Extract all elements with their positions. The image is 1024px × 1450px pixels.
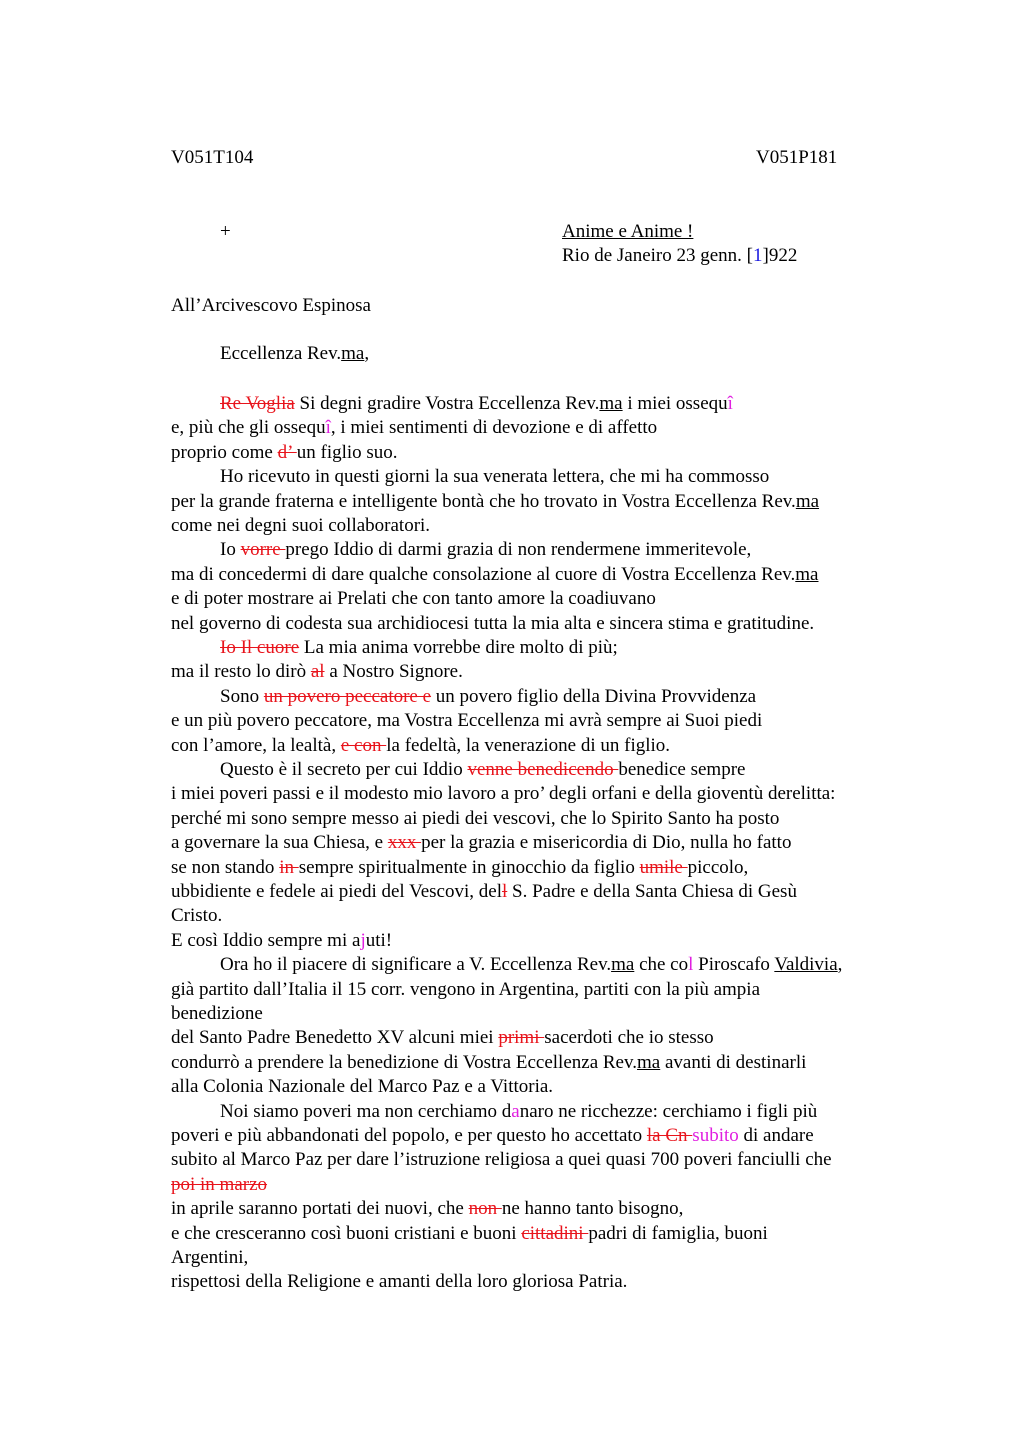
inserted-text: a (511, 1101, 520, 1122)
letter-line (220, 636, 618, 660)
line-text: benedizione (171, 1003, 263, 1024)
line-text: e un più povero peccatore, ma Vostra Eccellenza mi avrà sempre ai Suoi piedi (171, 710, 763, 731)
line-text: i miei ossequ (622, 393, 728, 414)
deleted-text: primi (498, 1027, 545, 1048)
line-text: la fedeltà, la venerazione di un figlio. (386, 735, 671, 756)
line-text: ma di concedermi di dare qualche consolazione al cuore di Vostra Eccellenza Rev. (171, 564, 796, 585)
deleted-text: vorre (240, 539, 286, 560)
line-text: ubbidiente e fedele ai piedi del Vescovi, del (171, 881, 502, 902)
line-text: ne hanno tanto bisogno, (501, 1198, 684, 1219)
letter-line (171, 1002, 263, 1026)
line-text: benedice sempre (618, 759, 746, 780)
dateline-digit: 1 (753, 245, 763, 266)
inserted-text: î (325, 417, 331, 438)
line-text: un figlio suo. (296, 442, 398, 463)
line-text: i miei poveri passi e il modesto mio lavoro a pro’ degli orfani e della gioventù derelitta: (171, 783, 836, 804)
letter-line (220, 392, 733, 416)
line-text: ma (611, 954, 635, 975)
line-text: e che cresceranno così buoni cristiani e buoni (171, 1223, 522, 1244)
line-text: Ora ho il piacere di significare a V. Eccellenza Rev. (220, 954, 612, 975)
cross-mark: + (220, 221, 231, 242)
line-text: poveri e più abbandonati del popolo, e per questo ho accettato (171, 1125, 647, 1146)
line-text: nel governo di codesta sua archidiocesi tutta la mia alta e sincera stima e gratitudine. (171, 613, 815, 634)
letter-line (171, 880, 797, 904)
line-text: piccolo, (687, 857, 749, 878)
dateline-prefix: Rio de Janeiro 23 genn. [ (562, 245, 754, 266)
line-text: naro ne ricchezze: cerchiamo i figli più (519, 1101, 818, 1122)
line-text: proprio come (171, 442, 278, 463)
line-text: Cristo. (171, 905, 223, 926)
line-text: per la grande fraterna e intelligente bontà che ho trovato in Vostra Eccellenza Rev. (171, 491, 796, 512)
dateline (562, 244, 797, 268)
document-code-right: V051P181 (756, 147, 838, 168)
deleted-text: cittadini (521, 1223, 589, 1244)
letter-line (171, 660, 463, 684)
deleted-text: e con (340, 735, 387, 756)
letter-line (171, 807, 779, 831)
deleted-text: d’ (277, 442, 297, 463)
line-text: ma (795, 564, 819, 585)
letter-line (171, 831, 791, 855)
inserted-text: l (688, 954, 694, 975)
line-text: Ho ricevuto in questi giorni la sua venerata lettera, che mi ha commosso (220, 466, 770, 487)
line-text: alla Colonia Nazionale del Marco Paz e a Vittoria. (171, 1076, 554, 1097)
line-text: un povero figlio della Divina Provvidenza (431, 686, 757, 707)
deleted-text: venne benedicendo (467, 759, 619, 780)
letter-line (171, 1173, 267, 1197)
letter-line (171, 734, 670, 758)
line-text: Valdivia (774, 954, 838, 975)
letter-line (220, 685, 756, 709)
deleted-text: Re Voglia (220, 393, 295, 414)
line-text: ma (795, 491, 820, 512)
line-text: E così Iddio sempre mi a (171, 930, 361, 951)
letter-line (171, 1197, 683, 1221)
letter-line (171, 416, 657, 440)
line-text: di andare (738, 1125, 814, 1146)
letter-line (171, 929, 392, 953)
letter-line (171, 1222, 768, 1246)
letter-line (171, 1270, 627, 1294)
letter-line (171, 1051, 806, 1075)
letter-line (171, 514, 430, 538)
salutation (220, 342, 369, 366)
letter-line (220, 953, 842, 977)
line-text: , (837, 954, 843, 975)
line-text: uti! (365, 930, 393, 951)
line-text: ma (637, 1052, 661, 1073)
letter-line (171, 441, 398, 465)
deleted-text: l (501, 881, 508, 902)
inserted-text: subito (692, 1125, 739, 1146)
line-text: padri di famiglia, buoni (588, 1223, 768, 1244)
deleted-text: non (468, 1198, 502, 1219)
dateline-suffix: ]922 (762, 245, 798, 266)
line-text: Argentini, (171, 1247, 249, 1268)
line-text: Sono (220, 686, 264, 707)
salutation-text: Eccellenza Rev. (220, 343, 342, 364)
line-text: rispettosi della Religione e amanti della loro gloriosa Patria. (171, 1271, 628, 1292)
line-text: e di poter mostrare ai Prelati che con tanto amore la coadiuvano (171, 588, 656, 609)
letter-line (171, 978, 760, 1002)
deleted-text: Io Il cuore (220, 637, 300, 658)
recipient-line: All’Arcivescovo Espinosa (171, 295, 371, 316)
document-code-left: V051T104 (171, 147, 254, 168)
line-text: se non stando (171, 857, 280, 878)
line-text: e, più che gli ossequ (171, 417, 326, 438)
letter-line (171, 563, 819, 587)
letter-line (171, 1246, 248, 1270)
line-text: S. Padre e della Santa Chiesa di Gesù (507, 881, 797, 902)
deleted-text: poi in marzo (171, 1174, 268, 1195)
line-text: a Nostro Signore. (324, 661, 463, 682)
deleted-text: al (310, 661, 325, 682)
line-text: come nei degni suoi collaboratori. (171, 515, 431, 536)
letter-line (171, 1124, 814, 1148)
motto-heading: Anime e Anime ! (562, 221, 694, 242)
letter-line (171, 587, 656, 611)
letter-line (171, 709, 762, 733)
line-text: avanti di destinarli (660, 1052, 807, 1073)
line-text: condurrò a prendere la benedizione di Vostra Eccellenza Rev. (171, 1052, 638, 1073)
letter-line (171, 490, 819, 514)
letter-line (220, 538, 751, 562)
inserted-text: j (360, 930, 366, 951)
line-text: a governare la sua Chiesa, e (171, 832, 388, 853)
line-text: subito al Marco Paz per dare l’istruzione religiosa a quei quasi 700 poveri fanciulli che (171, 1149, 832, 1170)
line-text: con l’amore, la lealtà, (171, 735, 341, 756)
letter-line (171, 856, 748, 880)
line-text: Piroscafo (693, 954, 775, 975)
deleted-text: in (279, 857, 299, 878)
deleted-text: la Cn (646, 1125, 693, 1146)
line-text: del Santo Padre Benedetto XV alcuni miei (171, 1027, 499, 1048)
line-text: in aprile saranno portati dei nuovi, che (171, 1198, 469, 1219)
salutation-superscript: ma (341, 343, 365, 364)
line-text: La mia anima vorrebbe dire molto di più; (299, 637, 618, 658)
line-text: già partito dall’Italia il 15 corr. vengono in Argentina, partiti con la più ampia (171, 979, 761, 1000)
line-text: Si degni gradire Vostra Eccellenza Rev. (294, 393, 600, 414)
line-text: sacerdoti che io stesso (544, 1027, 714, 1048)
line-text: ma il resto lo dirò (171, 661, 311, 682)
line-text: che co (634, 954, 689, 975)
salutation-comma: , (364, 343, 370, 364)
line-text: perché mi sono sempre messo ai piedi dei vescovi, che lo Spirito Santo ha posto (171, 808, 780, 829)
letter-line (220, 758, 745, 782)
letter-line (171, 782, 835, 806)
letter-line (171, 1026, 714, 1050)
line-text: prego Iddio di darmi grazia di non rendermene immeritevole, (285, 539, 752, 560)
deleted-text: xxx (387, 832, 422, 853)
line-text: , i miei sentimenti di devozione e di affetto (330, 417, 658, 438)
line-text: per la grazia e misericordia di Dio, nulla ho fatto (421, 832, 792, 853)
inserted-text: î (727, 393, 733, 414)
line-text: sempre spiritualmente in ginocchio da figlio (298, 857, 640, 878)
deleted-text: umile (639, 857, 688, 878)
line-text: Io (220, 539, 241, 560)
line-text: ma (599, 393, 623, 414)
line-text: Noi siamo poveri ma non cerchiamo d (220, 1101, 512, 1122)
letter-line (171, 612, 814, 636)
letter-line (171, 1148, 832, 1172)
letter-line (220, 465, 769, 489)
deleted-text: un povero peccatore e (263, 686, 432, 707)
letter-line (220, 1100, 817, 1124)
line-text: Questo è il secreto per cui Iddio (220, 759, 468, 780)
letter-line (171, 1075, 553, 1099)
letter-line (171, 904, 222, 928)
